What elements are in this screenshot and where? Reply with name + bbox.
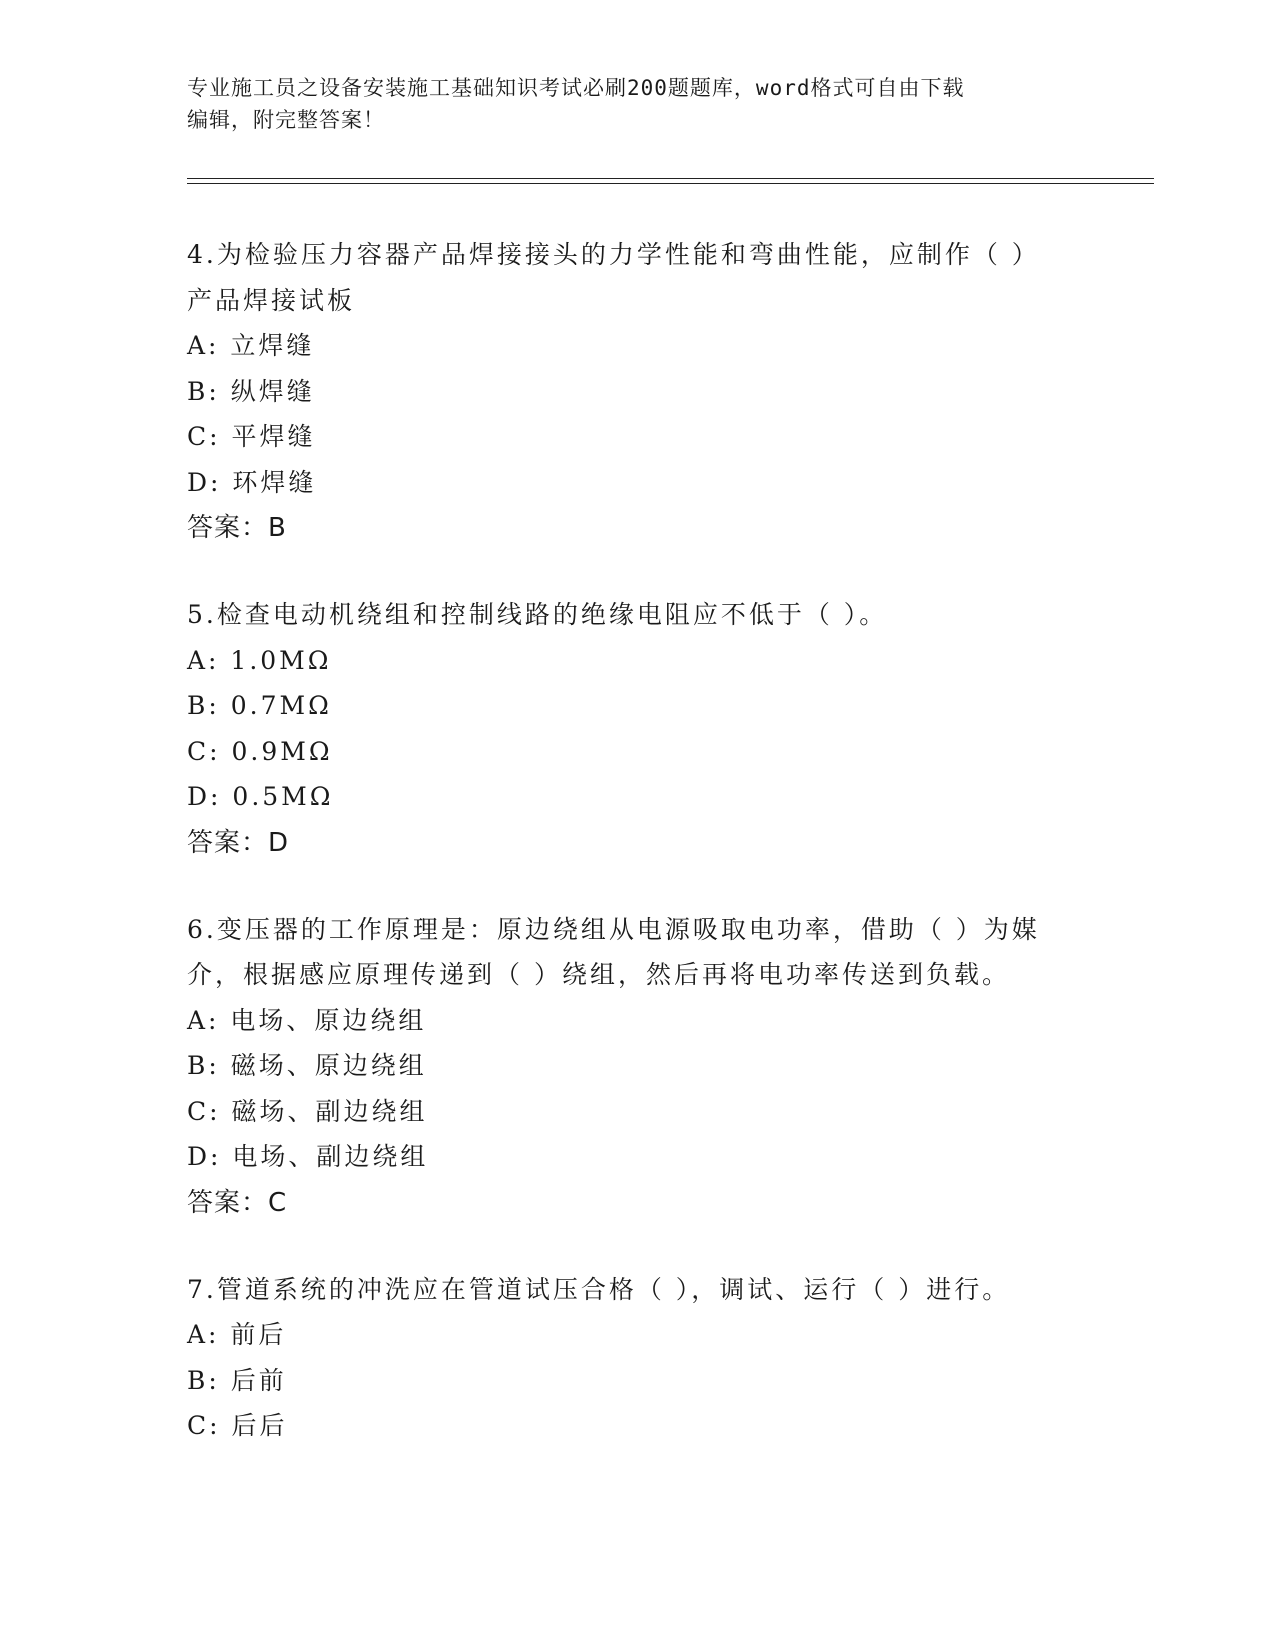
option-a: A: 前后	[187, 1320, 287, 1349]
option-a: A: 立焊缝	[187, 331, 315, 360]
document-header	[187, 72, 1067, 136]
question-stem-line: 介，根据感应原理传递到（ ）绕组，然后再将电功率传送到负载。	[187, 960, 1010, 989]
option-c: C: 0.9MΩ	[187, 736, 333, 766]
header-divider-top	[187, 178, 1154, 179]
question-stem-line: 产品焊接试板	[187, 285, 356, 315]
question-stem-line: 5.检查电动机绕组和控制线路的绝缘电阻应不低于（ ）。	[187, 600, 888, 629]
option-d: D: 电场、副边绕组	[187, 1142, 429, 1171]
question-stem-line: 4.为检验压力容器产品焊接接头的力学性能和弯曲性能，应制作（ ）	[187, 240, 1040, 269]
option-c: C: 磁场、副边绕组	[187, 1096, 428, 1126]
option-d: D: 环焊缝	[187, 467, 317, 497]
header-line-1: 专业施工员之设备安装施工基础知识考试必刷200题题库，word格式可自由下载	[187, 76, 965, 100]
option-a: A: 电场、原边绕组	[187, 1005, 427, 1035]
question-stem-line: 7.管道系统的冲洗应在管道试压合格（ ），调试、运行（ ）进行。	[187, 1274, 1011, 1304]
question-stem-line: 6.变压器的工作原理是：原边绕组从电源吸取电功率，借助（ ）为媒	[187, 914, 1040, 944]
option-b: B: 后前	[187, 1365, 287, 1395]
option-c: C: 后后	[187, 1411, 288, 1440]
answer-line: 答案：D	[187, 827, 290, 858]
header-divider-bottom	[187, 183, 1154, 184]
header-line-2: 编辑，附完整答案！	[187, 108, 385, 132]
answer-line: 答案：C	[187, 1187, 288, 1218]
answer-line: 答案：B	[187, 513, 287, 543]
question-list	[187, 232, 1087, 1489]
question-6	[187, 907, 1087, 1227]
option-c: C: 平焊缝	[187, 422, 316, 451]
option-b: B: 纵焊缝	[187, 376, 315, 406]
question-7	[187, 1267, 1087, 1449]
option-b: B: 0.7MΩ	[187, 691, 332, 720]
option-b: B: 磁场、原边绕组	[187, 1051, 427, 1080]
question-5	[187, 592, 1087, 867]
option-d: D: 0.5MΩ	[187, 782, 334, 811]
question-4	[187, 232, 1087, 552]
option-a: A: 1.0MΩ	[187, 645, 332, 675]
